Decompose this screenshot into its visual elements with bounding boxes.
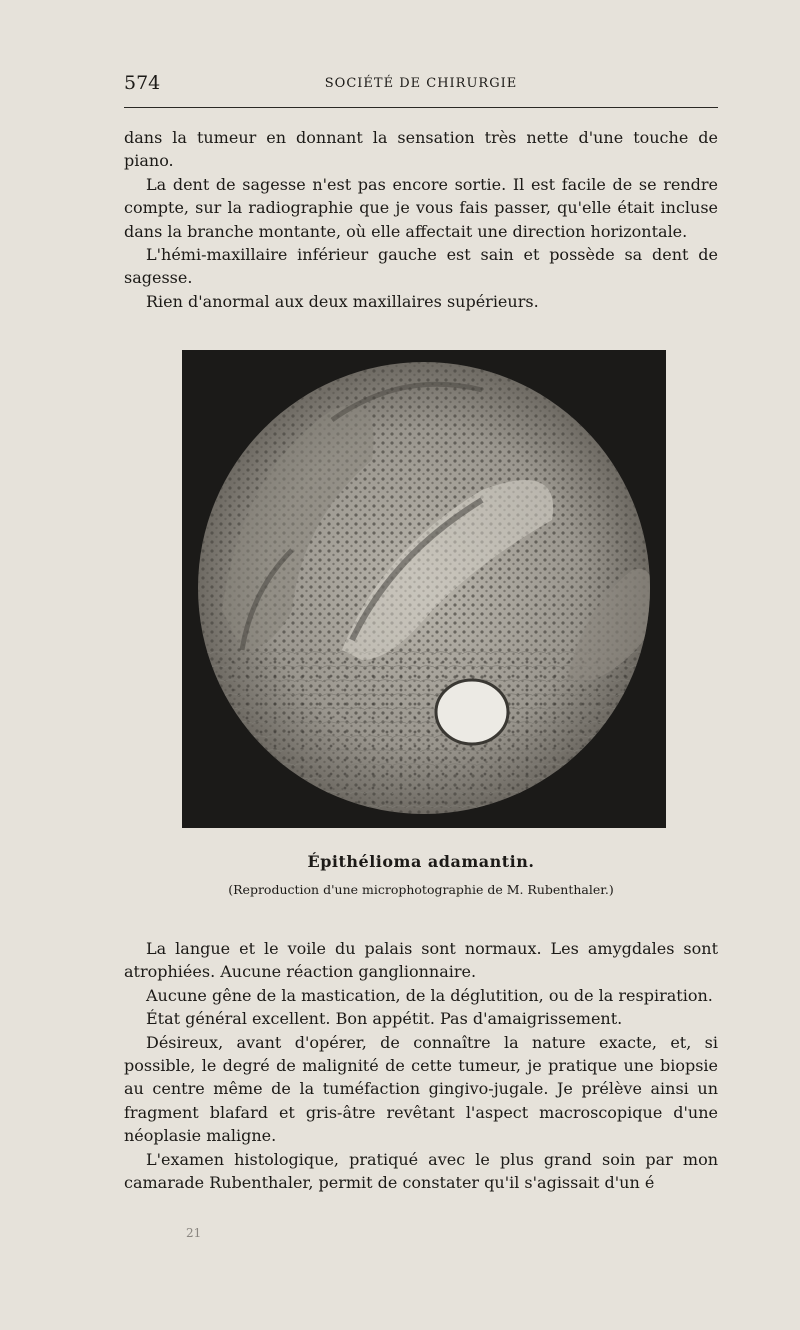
figure-credit: (Reproduction d'une microphotographie de M. Rubenthaler.): [228, 882, 614, 897]
signature-mark: 21: [186, 1226, 202, 1240]
paragraph: La dent de sagesse n'est pas encore sortie. Il est facile de se rendre compte, sur la radiographie que je vous fais passer, qu'elle était incluse dans la branche montante, où elle affectait une direction horizontale.: [124, 174, 718, 241]
paragraph: dans la tumeur en donnant la sensation très nette d'une touche de piano.: [124, 128, 718, 171]
paragraph: Désireux, avant d'opérer, de connaître la nature exacte, et, si possible, le degré de malignité de cette tumeur, je pratique une biopsie au centre même de la tuméfaction gingivo-jugale. Je prélève ainsi un fragment blafard et gris-âtre revêtant l'aspect macroscopique d'une néoplasie maligne.: [124, 1032, 718, 1146]
paragraph: État général excellent. Bon appétit. Pas d'amaigrissement.: [146, 1009, 623, 1029]
paragraph: Aucune gêne de la mastication, de la déglutition, ou de la respiration.: [146, 985, 713, 1005]
paragraph: L'hémi-maxillaire inférieur gauche est sain et possède sa dent de sagesse.: [124, 245, 718, 288]
paragraph: L'examen histologique, pratiqué avec le plus grand soin par mon camarade Rubenthaler, permit de constater qu'il s'agissait d'un é: [124, 1149, 718, 1193]
micrograph-image: [182, 350, 666, 828]
page-number: 574: [124, 72, 161, 94]
micrograph-figure: [182, 350, 666, 828]
paragraph: Rien d'anormal aux deux maxillaires supérieurs.: [146, 291, 539, 311]
figure-caption: Épithélioma adamantin.: [307, 852, 535, 871]
page-header: [124, 72, 718, 96]
text-block-bottom: [124, 937, 718, 1194]
running-head: SOCIÉTÉ DE CHIRURGIE: [324, 76, 518, 91]
header-rule: [124, 107, 718, 108]
text-block-top: [124, 126, 718, 313]
paragraph: La langue et le voile du palais sont normaux. Les amygdales sont atrophiées. Aucune réaction ganglionnaire.: [124, 939, 718, 982]
